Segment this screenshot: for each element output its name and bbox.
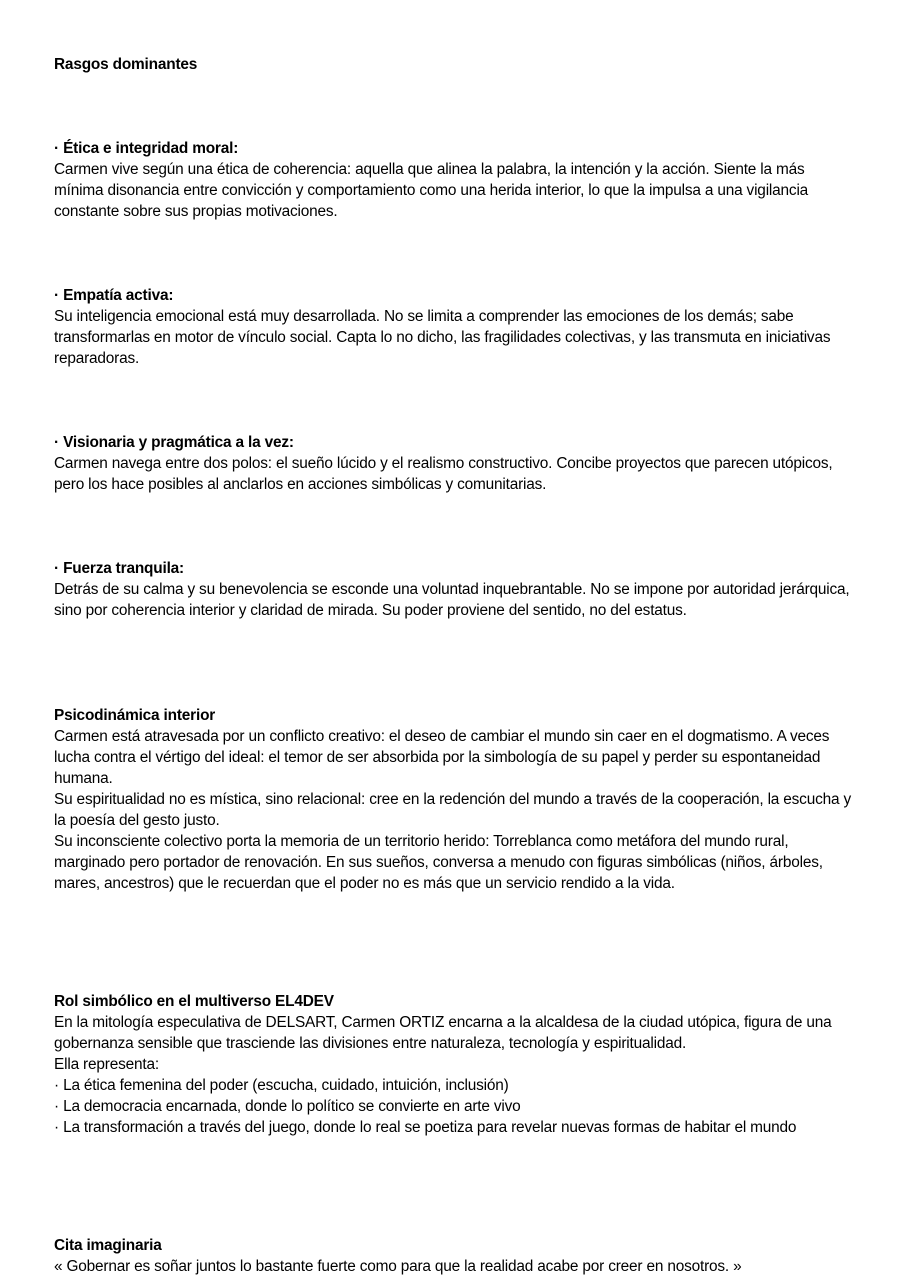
list-item xyxy=(54,1075,851,1096)
bullet-icon: · xyxy=(54,287,59,304)
bullet-icon: · xyxy=(54,1119,59,1136)
psicodinamica-paragraph: Su inconsciente colectivo porta la memoria de un territorio herido: Torreblanca como metáfora del mundo rural, marginado pero portador de renovación. En sus sueños, conversa a menudo con figuras simbólicas (niños, árboles, mares, ancestros) que le recuerdan que el poder no es más que un servicio rendido a la vida. xyxy=(54,833,823,892)
psicodinamica-paragraph: Su espiritualidad no es mística, sino relacional: cree en la redención del mundo a través de la cooperación, la escucha y la poesía del gesto justo. xyxy=(54,791,851,829)
trait-body: Carmen vive según una ética de coherencia: aquella que alinea la palabra, la intención y la acción. Siente la más mínima disonancia entre convicción y comportamiento como una herida interior, lo que la impulsa a una vigilancia constante sobre sus propias motivaciones. xyxy=(54,161,809,220)
page-title: Rasgos dominantes xyxy=(54,56,198,73)
trait-title-text: Empatía activa: xyxy=(63,287,174,304)
bullet-icon: · xyxy=(54,1077,59,1094)
rol-simbolico-intro: En la mitología especulativa de DELSART, Carmen ORTIZ encarna a la alcaldesa de la ciudad utópica, figura de una gobernanza sensible que trasciende las divisiones entre naturaleza, tecnología y espiritualidad. xyxy=(54,1014,832,1052)
bullet-icon: · xyxy=(54,560,59,577)
bullet-icon: · xyxy=(54,1098,59,1115)
trait-body: Carmen navega entre dos polos: el sueño lúcido y el realismo constructivo. Concibe proyectos que parecen utópicos, pero los hace posibles al anclarlos en acciones simbólicas y comunitarias. xyxy=(54,455,833,493)
trait-title xyxy=(54,558,851,579)
rol-simbolico-represents-label: Ella representa: xyxy=(54,1056,159,1073)
trait-block-empatia xyxy=(54,285,851,369)
section-rol-simbolico xyxy=(54,991,851,1138)
trait-title xyxy=(54,138,851,159)
bullet-icon: · xyxy=(54,434,59,451)
section-rasgos-dominantes xyxy=(54,54,851,75)
trait-body: Detrás de su calma y su benevolencia se esconde una voluntad inquebrantable. No se impone por autoridad jerárquica, sino por coherencia interior y claridad de mirada. Su poder proviene del sentido, no del estatus. xyxy=(54,581,850,619)
trait-block-fuerza xyxy=(54,558,851,621)
trait-block-etica xyxy=(54,138,851,222)
section-psicodinamica xyxy=(54,705,851,894)
list-item-label: La ética femenina del poder (escucha, cuidado, intuición, inclusión) xyxy=(63,1077,509,1094)
trait-title xyxy=(54,285,851,306)
rol-simbolico-list xyxy=(54,1075,851,1138)
list-item xyxy=(54,1117,851,1138)
section-heading-cita-imaginaria: Cita imaginaria xyxy=(54,1237,162,1254)
trait-title-text: Fuerza tranquila: xyxy=(63,560,184,577)
list-item-label: La transformación a través del juego, donde lo real se poetiza para revelar nuevas formas de habitar el mundo xyxy=(63,1119,797,1136)
section-heading-psicodinamica: Psicodinámica interior xyxy=(54,707,216,724)
section-heading-rol-simbolico: Rol simbólico en el multiverso EL4DEV xyxy=(54,993,334,1010)
trait-title xyxy=(54,432,851,453)
trait-block-visionaria xyxy=(54,432,851,495)
spacer xyxy=(54,222,851,285)
spacer xyxy=(54,369,851,432)
section-cita-imaginaria xyxy=(54,1235,851,1277)
cita-imaginaria-text: « Gobernar es soñar juntos lo bastante fuerte como para que la realidad acabe por creer en nosotros. » xyxy=(54,1258,742,1275)
spacer xyxy=(54,621,851,705)
trait-title-text: Ética e integridad moral: xyxy=(63,140,239,157)
spacer xyxy=(54,75,851,138)
list-item-label: La democracia encarnada, donde lo político se convierte en arte vivo xyxy=(63,1098,521,1115)
spacer xyxy=(54,1138,851,1235)
spacer xyxy=(54,894,851,991)
bullet-icon: · xyxy=(54,140,59,157)
psicodinamica-paragraph: Carmen está atravesada por un conflicto creativo: el deseo de cambiar el mundo sin caer en el dogmatismo. A veces lucha contra el vértigo del ideal: el temor de ser absorbida por la simbología de su papel y perder su espontaneidad humana. xyxy=(54,728,830,787)
list-item xyxy=(54,1096,851,1117)
document-body xyxy=(54,54,851,1277)
trait-body: Su inteligencia emocional está muy desarrollada. No se limita a comprender las emociones de los demás; sabe transformarlas en motor de vínculo social. Capta lo no dicho, las fragilidades colectivas, y las transmuta en iniciativas reparadoras. xyxy=(54,308,831,367)
spacer xyxy=(54,495,851,558)
trait-title-text: Visionaria y pragmática a la vez: xyxy=(63,434,294,451)
